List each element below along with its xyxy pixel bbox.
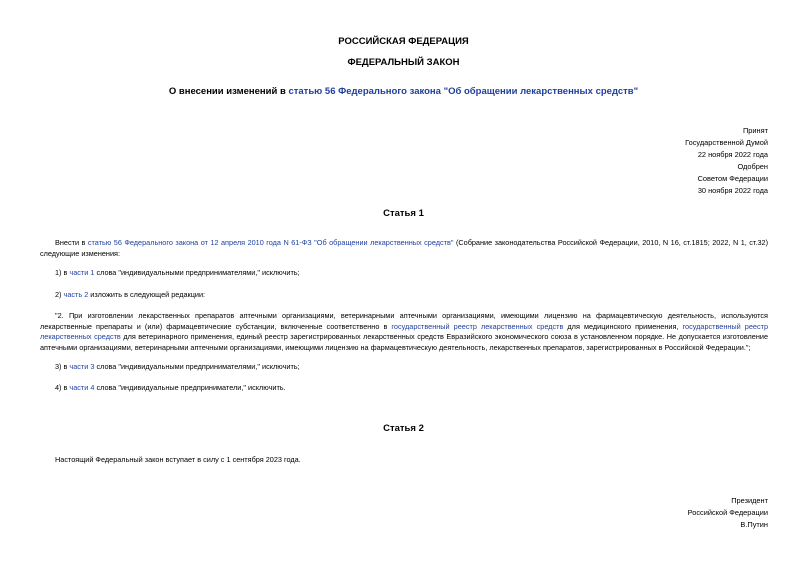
- signature-line: Российской Федерации: [687, 508, 768, 517]
- adoption-line: 30 ноября 2022 года: [697, 186, 768, 195]
- item2-link[interactable]: часть 2: [63, 290, 89, 299]
- quote-registry-link-veterinary[interactable]: государственный реестр лекарственных средств: [40, 321, 769, 341]
- adoption-line: Государственной Думой: [685, 138, 768, 147]
- adoption-line: Одобрен: [737, 162, 768, 171]
- law-title-link[interactable]: статью 56 Федерального закона "Об обращении лекарственных средств": [288, 86, 639, 97]
- law-title: [0, 86, 807, 97]
- law-type-heading: ФЕДЕРАЛЬНЫЙ ЗАКОН: [347, 57, 460, 68]
- signature-line: Президент: [731, 496, 768, 505]
- item1-link[interactable]: части 1: [69, 268, 95, 277]
- item4-link[interactable]: части 4: [69, 383, 95, 392]
- article1-item2: 2) часть 2 изложить в следующей редакции:: [55, 290, 206, 299]
- article1-title: Статья 1: [383, 208, 424, 219]
- signature-block: [688, 495, 768, 531]
- adoption-block: [685, 125, 768, 197]
- article1-item3: 3) в части 3 слова "индивидуальными предпринимателями," исключить;: [55, 362, 300, 371]
- adoption-line: 22 ноября 2022 года: [697, 150, 768, 159]
- country-heading: РОССИЙСКАЯ ФЕДЕРАЦИЯ: [338, 36, 469, 47]
- adoption-line: Принят: [742, 126, 768, 135]
- article1-quote: "2. При изготовлении лекарственных препаратов аптечными организациями, ветеринарными аптечными организациями, имеющими лицензию на фармацевтическую деятельность, используются лекарственные препараты и (или) фармацевтические субстанции, включенные соответственно в государственный реестр лекарственных средств для медицинского применения, государственный реестр лекарственных средств для ветеринарного применения, единый реестр зарегистрированных лекарственных средств Евразийского экономического союза в установленном порядке. Не допускается изготовление аптечными организациями, ветеринарными аптечными организациями, имеющими лицензию на фармацевтическую деятельность, лекарственных препаратов, зарегистрированных в Российской Федерации.";: [40, 311, 769, 352]
- article2-text: Настоящий Федеральный закон вступает в силу с 1 сентября 2023 года.: [55, 455, 301, 464]
- quote-registry-link-medical[interactable]: государственный реестр лекарственных средств: [391, 321, 564, 331]
- adoption-line: Советом Федерации: [697, 174, 768, 183]
- article1-item4: 4) в части 4 слова "индивидуальные предприниматели," исключить.: [55, 383, 286, 392]
- article1-intro-link[interactable]: статью 56 Федерального закона от 12 апреля 2010 года N 61-ФЗ "Об обращении лекарственных средств": [87, 238, 454, 247]
- signature-line: В.Путин: [740, 520, 768, 529]
- article2-title: Статья 2: [383, 423, 424, 434]
- law-title-prefix: О внесении изменений в: [168, 86, 289, 97]
- article1-item1: 1) в части 1 слова "индивидуальными предпринимателями," исключить;: [55, 268, 300, 277]
- item3-link[interactable]: части 3: [69, 362, 95, 371]
- article1-intro: Внести в статью 56 Федерального закона от 12 апреля 2010 года N 61-ФЗ "Об обращении лекарственных средств" (Собрание законодательства Российской Федерации, 2010, N 16, ст.1815; 2022, N 1, ст.32) следующие изменения:: [40, 238, 769, 258]
